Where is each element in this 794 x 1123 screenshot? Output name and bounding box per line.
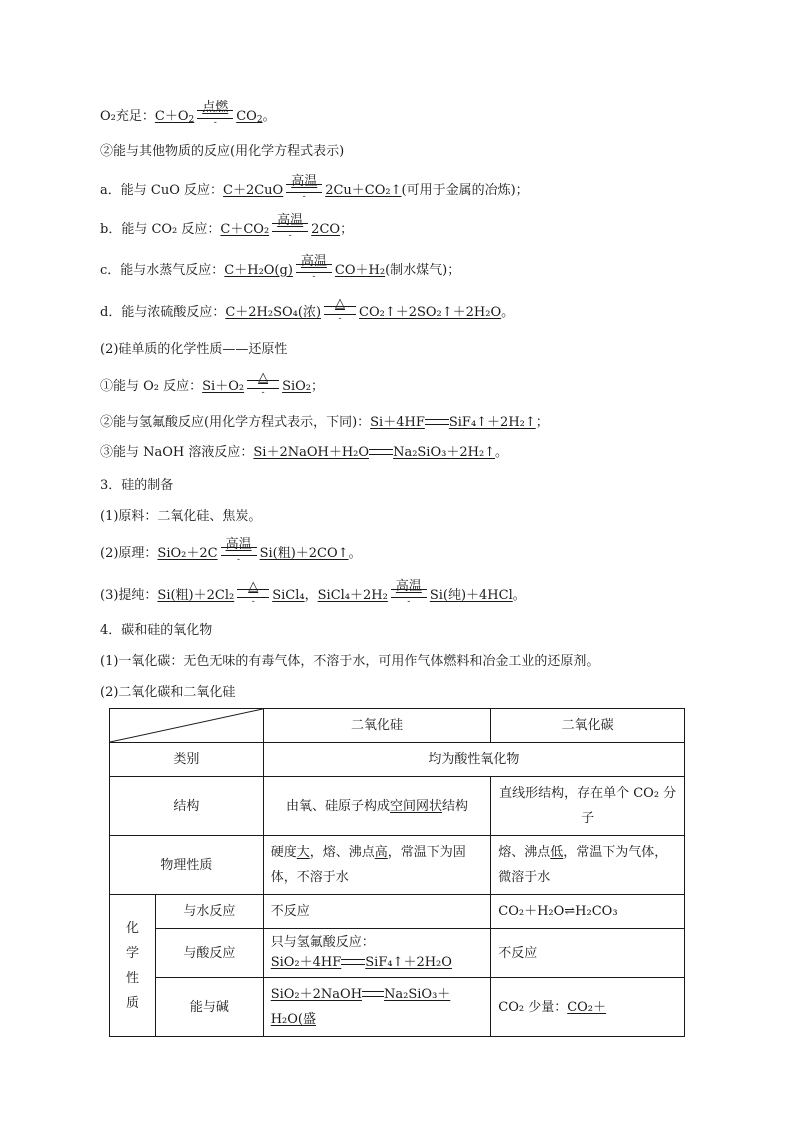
eq-d-lhs: C＋2H₂SO₄(浓) <box>225 305 322 320</box>
eq-b-lhs: C＋CO₂ <box>220 222 270 237</box>
table-header-row <box>110 709 685 743</box>
table-row <box>110 777 685 836</box>
prep2-line: (2)原理：SiO₂＋2C 高温 - Si(粗)＋2CO↑。 <box>100 537 362 565</box>
row-label-structure: 结构 <box>110 777 264 836</box>
si3-line: ③能与 NaOH 溶液反应：Si＋2NaOH＋H₂O Na₂SiO₃＋2H₂↑。 <box>100 445 509 460</box>
prep3-lhs2: SiCl₄＋2H₂ <box>317 588 388 603</box>
o2-line: O₂充足：$C+O_2$ 点燃 - $CO_2$。 <box>100 100 276 128</box>
si1-lhs: Si＋O₂ <box>202 379 245 394</box>
si2-line: ②能与氢氟酸反应(用化学方程式表示，下同)：Si＋4HF SiF₄↑＋2H₂↑； <box>100 415 549 430</box>
prep3-rhs2: Si(纯)＋4HCl <box>429 588 513 603</box>
row-label-category: 类别 <box>110 743 264 777</box>
eq-c-rhs: CO＋H₂ <box>334 263 386 278</box>
prep2-sign: 高温 - <box>221 543 257 565</box>
prep3-line: (3)提纯：Si(粗)＋2Cl₂ △ - SiCl₄，SiCl₄＋2H₂ 高温 - Si(纯)＋4HCl。 <box>100 579 526 607</box>
o2-lhs: $C+O_2$ <box>154 109 195 125</box>
prep1: (1)原料：二氧化硅、焦炭。 <box>100 509 262 524</box>
si3-eq: Si＋2NaOH＋H₂O Na₂SiO₃＋2H₂↑ <box>253 445 496 460</box>
eq-a-lhs: C＋2CuO <box>223 183 284 198</box>
co2-physical: 熔、沸点低，常温下为气体，微溶于水 <box>491 836 685 895</box>
oxide-heading: 4．碳和硅的氧化物 <box>100 623 213 638</box>
row-label-physical: 物理性质 <box>110 836 264 895</box>
col-header-sio2: 二氧化硅 <box>263 709 491 743</box>
table-row <box>110 895 685 929</box>
si1-rhs: SiO₂ <box>282 379 312 394</box>
sio2-water: 不反应 <box>263 895 491 929</box>
eq-d-rhs: CO₂↑＋2SO₂↑＋2H₂O <box>359 305 502 320</box>
co2-acid: 不反应 <box>491 929 685 978</box>
comparison-table <box>109 708 685 1037</box>
eq-b-line: b．能与 CO₂ 反应：C＋CO₂ 高温 - 2CO； <box>100 213 354 241</box>
prep-heading: 3．硅的制备 <box>100 478 174 493</box>
prep3-sign1: △ - <box>237 585 269 607</box>
row-label-base: 能与碱 <box>155 978 263 1037</box>
o2-eq-sign: 点燃 - <box>197 106 233 128</box>
eq-c-line: c．能与水蒸气反应：C＋H₂O(g) 高温 - CO＋H₂(制水煤气)； <box>100 254 461 282</box>
eq-b-sign: 高温 - <box>272 219 308 241</box>
co2-base: CO₂ 少量：CO₂＋ <box>491 978 685 1037</box>
sio2-structure: 由氧、硅原子构成空间网状结构 <box>263 777 491 836</box>
si2-eq: Si＋4HF SiF₄↑＋2H₂↑ <box>370 415 536 430</box>
prep3-rhs1: SiCl₄ <box>272 588 305 603</box>
co-text: (1)一氧化碳：无色无味的有毒气体，不溶于水，可用作气体燃料和冶金工业的还原剂。 <box>100 654 600 669</box>
si-heading: (2)硅单质的化学性质——还原性 <box>100 342 288 357</box>
table-row <box>110 978 685 1037</box>
prep3-lhs1: Si(粗)＋2Cl₂ <box>157 588 235 603</box>
eq-a-line: a．能与 CuO 反应：C＋2CuO 高温 - 2Cu＋CO₂↑(可用于金属的冶炼)； <box>100 174 529 202</box>
row-label-water: 与水反应 <box>155 895 263 929</box>
eq-b-rhs: 2CO <box>311 222 341 237</box>
table-row <box>110 836 685 895</box>
diagonal-header-cell <box>110 709 264 743</box>
table-row <box>110 929 685 978</box>
col-header-co2: 二氧化碳 <box>491 709 685 743</box>
sio2-base: SiO₂＋2NaOH Na₂SiO₃＋H₂O(盛 <box>263 978 491 1037</box>
eq-c-lhs: C＋H₂O(g) <box>224 263 293 278</box>
co2-water: CO₂＋H₂O⇌H₂CO₃ <box>491 895 685 929</box>
eq-c-sign: 高温 - <box>296 260 332 282</box>
table-row <box>110 743 685 777</box>
eq-d-sign: △ - <box>324 302 356 324</box>
sio2-physical: 硬度大，熔、沸点高，常温下为固体，不溶于水 <box>263 836 491 895</box>
category-value: 均为酸性氧化物 <box>263 743 684 777</box>
co2-structure: 直线形结构，存在单个 CO₂ 分子 <box>491 777 685 836</box>
sio2-acid: 只与氢氟酸反应： SiO₂＋4HF SiF₄↑＋2H₂O <box>263 929 491 978</box>
eq-a-sign: 高温 - <box>286 180 322 202</box>
table-heading: (2)二氧化碳和二氧化硅 <box>100 685 236 700</box>
si1-line: ①能与 O₂ 反应：Si＋O₂ △ - SiO₂； <box>100 370 325 398</box>
eq-d-line: d．能与浓硫酸反应：C＋2H₂SO₄(浓) △ - CO₂↑＋2SO₂↑＋2H₂O。 <box>100 296 515 324</box>
o2-rhs: $CO_2$ <box>236 109 263 125</box>
prep2-rhs: Si(粗)＋2CO↑ <box>259 546 349 561</box>
prep3-sign2: 高温 - <box>391 585 427 607</box>
react-heading: ②能与其他物质的反应(用化学方程式表示) <box>100 144 345 159</box>
prep2-lhs: SiO₂＋2C <box>157 546 218 561</box>
o2-label: O₂充足： <box>100 109 155 124</box>
chem-props-label: 化 学 性 质 <box>110 895 156 1037</box>
row-label-acid: 与酸反应 <box>155 929 263 978</box>
si1-sign: △ - <box>247 376 279 398</box>
eq-a-rhs: 2Cu＋CO₂↑ <box>325 183 402 198</box>
